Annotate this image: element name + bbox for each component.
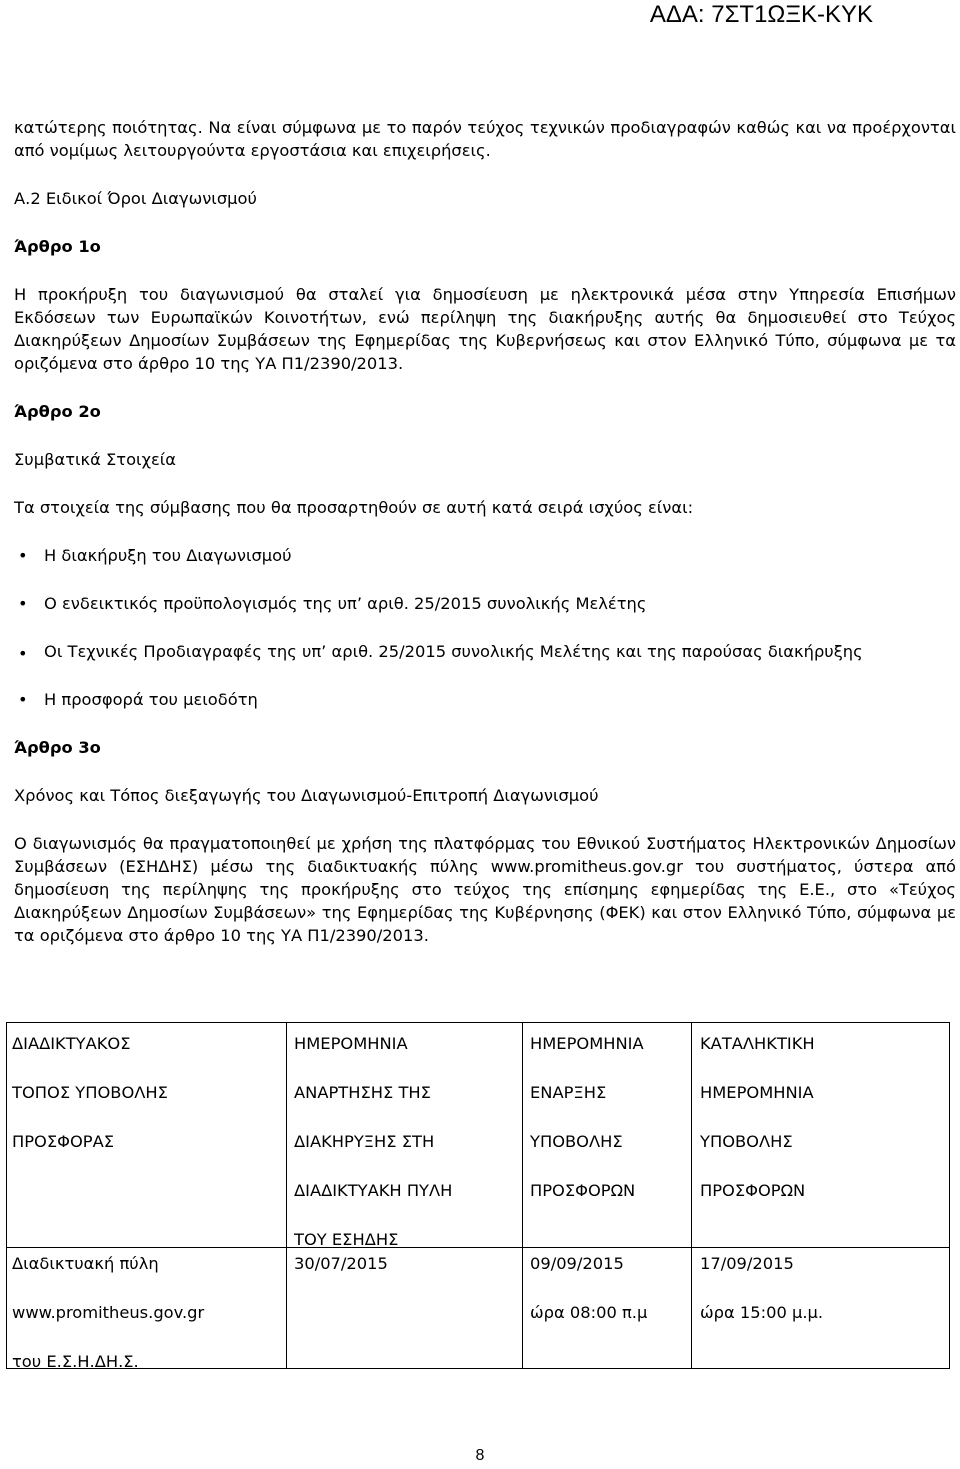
list-item: • Η προσφορά του μειοδότη bbox=[14, 688, 956, 711]
header-line: ΠΡΟΣΦΟΡΩΝ bbox=[530, 1181, 636, 1200]
value-line: 09/09/2015 bbox=[530, 1254, 624, 1273]
article-3-text: Ο διαγωνισμός θα πραγματοποιηθεί με χρήση της πλατφόρμας του Εθνικού Συστήματος Ηλεκτρονικών Δημοσίων Συμβάσεων (ΕΣΗΔΗΣ) μέσω της διαδικτυακής πύλης www.promitheus.gov.gr του συστήματος, ύστερα από δημοσίευση της περίληψης της προκήρυξης στο τεύχος της επίσημης εφημερίδας της Ε.Ε., στο «Τεύχος Διακηρύξεων Δημοσίων Συμβάσεων» της Εφημερίδας της Κυβέρνησης (ΦΕΚ) και στον Ελληνικό Τύπο, σύμφωνα με τα οριζόμενα στο άρθρο 10 της ΥΑ Π1/2390/2013. bbox=[14, 834, 956, 945]
article-1-text: Η προκήρυξη του διαγωνισμού θα σταλεί για δημοσίευση με ηλεκτρονικά μέσα στην Υπηρεσία Επισήμων Εκδόσεων των Ευρωπαϊκών Κοινοτήτων, ενώ περίληψη της διακήρυξης αυτής θα δημοσιευθεί στο Τεύχος Διακηρύξεων Δημοσίων Συμβάσεων της Εφημερίδας της Κυβερνήσεως και στον Ελληνικό Τύπο, σύμφωνα με τα οριζόμενα στο άρθρο 10 της ΥΑ Π1/2390/2013. bbox=[14, 285, 956, 373]
article-2-subtitle: Συμβατικά Στοιχεία bbox=[14, 450, 177, 469]
article-2-intro: Τα στοιχεία της σύμβασης που θα προσαρτηθούν σε αυτή κατά σειρά ισχύος είναι: bbox=[14, 498, 694, 517]
document-body bbox=[14, 116, 956, 947]
list-item-text: • Οι Τεχνικές Προδιαγραφές της υπ’ αριθ. 25/2015 συνολικής Μελέτης και της παρούσας διακήρυξης bbox=[14, 642, 863, 661]
section-title: Α.2 Ειδικοί Όροι Διαγωνισμού bbox=[14, 189, 257, 208]
table-divider bbox=[286, 1022, 287, 1369]
submission-dates-table bbox=[6, 1022, 950, 1369]
article-3-title: Άρθρο 3ο bbox=[14, 738, 101, 757]
list-item bbox=[14, 640, 956, 663]
header-line: ΑΝΑΡΤΗΣΗΣ ΤΗΣ bbox=[294, 1083, 431, 1102]
header-line: ΚΑΤΑΛΗΚΤΙΚΗ bbox=[700, 1034, 815, 1053]
page-number: 8 bbox=[475, 1447, 485, 1464]
table-divider bbox=[6, 1247, 950, 1248]
header-line: ΤΟΠΟΣ ΥΠΟΒΟΛΗΣ bbox=[12, 1083, 168, 1102]
header-line: ΥΠΟΒΟΛΗΣ bbox=[530, 1132, 623, 1151]
article-2-title: Άρθρο 2ο bbox=[14, 402, 101, 421]
value-line: ώρα 15:00 μ.μ. bbox=[700, 1303, 824, 1322]
header-line: ΗΜΕΡΟΜΗΝΙΑ bbox=[700, 1083, 814, 1102]
header-line: ΔΙΑΚΗΡΥΞΗΣ ΣΤΗ bbox=[294, 1132, 435, 1151]
header-line: ΠΡΟΣΦΟΡΑΣ bbox=[12, 1132, 115, 1151]
value-line: ώρα 08:00 π.μ bbox=[530, 1303, 648, 1322]
intro-paragraph: κατώτερης ποιότητας. Να είναι σύμφωνα με το παρόν τεύχος τεχνικών προδιαγραφών καθώς και να προέρχονται από νομίμως λειτουργούντα εργοστάσια και επιχειρήσεις. bbox=[14, 118, 956, 160]
value-line: 17/09/2015 bbox=[700, 1254, 794, 1273]
table-divider bbox=[522, 1022, 523, 1369]
header-line: ΠΡΟΣΦΟΡΩΝ bbox=[700, 1181, 806, 1200]
header-line: ΔΙΑΔΙΚΤΥΑΚΗ ΠΥΛΗ bbox=[294, 1181, 453, 1200]
value-line: του Ε.Σ.Η.ΔΗ.Σ. bbox=[12, 1352, 139, 1371]
list-item: • Η διακήρυξη του Διαγωνισμού bbox=[14, 544, 956, 567]
header-line: ΕΝΑΡΞΗΣ bbox=[530, 1083, 607, 1102]
value-line: Διαδικτυακή πύλη bbox=[12, 1254, 159, 1273]
article-1-title: Άρθρο 1ο bbox=[14, 237, 101, 256]
value-line: www.promitheus.gov.gr bbox=[12, 1303, 205, 1322]
list-item: • Ο ενδεικτικός προϋπολογισμός της υπ’ αριθ. 25/2015 συνολικής Μελέτης bbox=[14, 592, 956, 615]
value-line: 30/07/2015 bbox=[294, 1254, 388, 1273]
header-line: ΗΜΕΡΟΜΗΝΙΑ bbox=[530, 1034, 644, 1053]
table-divider bbox=[691, 1022, 692, 1369]
article-3-subtitle: Χρόνος και Τόπος διεξαγωγής του Διαγωνισμού-Επιτροπή Διαγωνισμού bbox=[14, 786, 599, 805]
header-line: ΔΙΑΔΙΚΤΥΑΚΟΣ bbox=[12, 1034, 131, 1053]
header-line: ΥΠΟΒΟΛΗΣ bbox=[700, 1132, 793, 1151]
header-line: ΤΟΥ ΕΣΗΔΗΣ bbox=[294, 1230, 399, 1249]
ada-code: ΑΔΑ: 7ΣΤ1ΩΞΚ-ΚΥΚ bbox=[649, 1, 873, 28]
header-line: ΗΜΕΡΟΜΗΝΙΑ bbox=[294, 1034, 408, 1053]
